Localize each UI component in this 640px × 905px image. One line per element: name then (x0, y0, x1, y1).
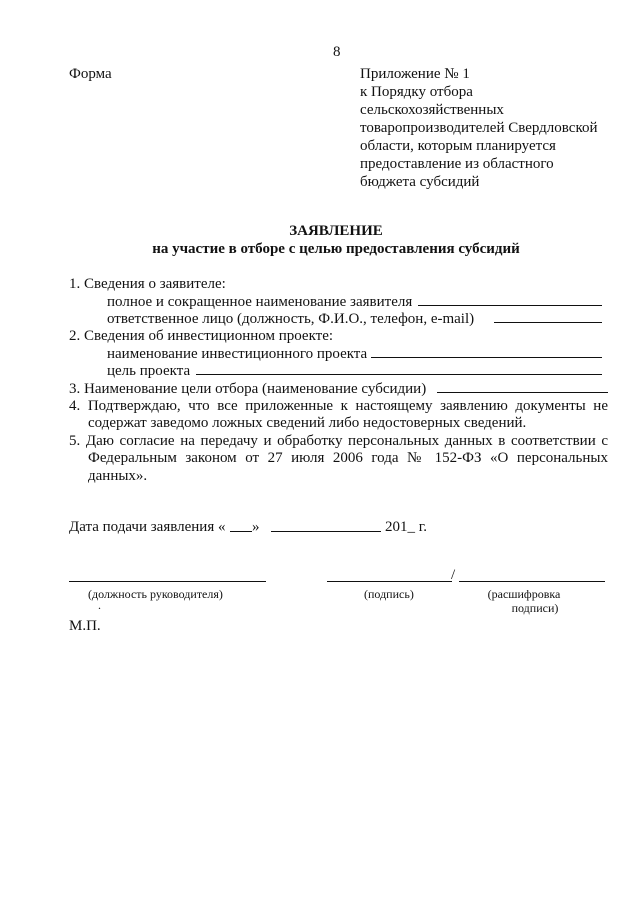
document-subtitle: на участие в отборе с целью предоставления субсидий (152, 241, 520, 257)
stray-dot: . (98, 598, 101, 612)
appendix-block (360, 65, 598, 191)
appendix-line: товаропроизводителей Свердловской (360, 120, 598, 136)
submission-date-prefix: Дата подачи заявления « (69, 519, 226, 535)
appendix-title: Приложение № 1 (360, 66, 470, 82)
position-field[interactable] (69, 581, 266, 582)
appendix-line: области, которым планируется (360, 138, 556, 154)
item-5-line-2: Федеральным законом от 27 июля 2006 года № 152-ФЗ «О персональных (88, 450, 608, 466)
responsible-person-field[interactable] (494, 322, 602, 323)
submission-day-field[interactable] (230, 531, 252, 532)
item-1-applicant-name-label: полное и сокращенное наименование заявителя (107, 294, 413, 310)
stamp-place: М.П. (69, 618, 101, 634)
item-3-label: 3. Наименование цели отбора (наименование субсидии) (69, 381, 427, 397)
item-2-project-goal-label: цель проекта (107, 363, 191, 379)
project-goal-field[interactable] (196, 374, 602, 375)
item-4-line-2: содержат заведомо ложных сведений либо недостоверных сведений. (88, 415, 527, 431)
submission-year: 201_ г. (385, 519, 427, 535)
submission-date-close-quote: » (252, 519, 260, 535)
item-2-label: 2. Сведения об инвестиционном проекте: (69, 328, 334, 344)
item-1-label: 1. Сведения о заявителе: (69, 276, 226, 292)
item-5-line-3: данных». (88, 468, 148, 484)
submission-month-field[interactable] (271, 531, 381, 532)
selection-goal-field[interactable] (437, 392, 608, 393)
signature-slash: / (451, 567, 456, 583)
appendix-line: бюджета субсидий (360, 174, 480, 190)
item-2-project-name-label: наименование инвестиционного проекта (107, 346, 368, 362)
item-1-responsible-label: ответственное лицо (должность, Ф.И.О., телефон, e-mail) (107, 311, 475, 327)
appendix-line: к Порядку отбора (360, 84, 473, 100)
signature-caption: (подпись) (364, 587, 414, 601)
page-number: 8 (333, 44, 341, 60)
appendix-line: предоставление из областного (360, 156, 554, 172)
signature-decode-field[interactable] (459, 581, 605, 582)
item-5-line-1: 5. Даю согласие на передачу и обработку персональных данных в соответствии с (69, 433, 608, 449)
form-label: Форма (69, 66, 112, 82)
position-caption: (должность руководителя) (88, 587, 223, 601)
item-4-line-1: 4. Подтверждаю, что все приложенные к настоящему заявлению документы не (69, 398, 608, 414)
appendix-line: сельскохозяйственных (360, 102, 504, 118)
decode-caption-line-2: подписи) (511, 601, 559, 615)
document-title: ЗАЯВЛЕНИЕ (289, 223, 383, 239)
decode-caption-line-1: (расшифровка (487, 587, 561, 601)
applicant-name-field[interactable] (418, 305, 602, 306)
project-name-field[interactable] (371, 357, 602, 358)
signature-field[interactable] (327, 581, 452, 582)
